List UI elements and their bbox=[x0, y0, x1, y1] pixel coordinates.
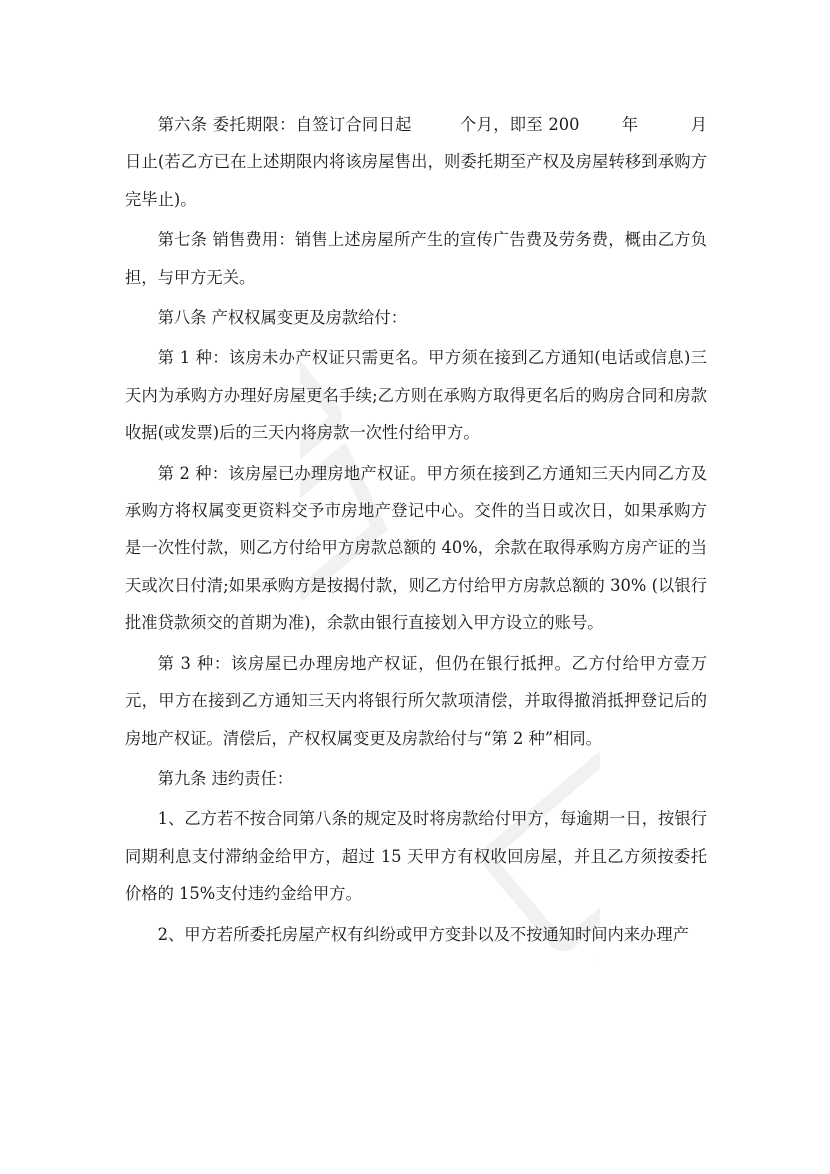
clause-9-item-2: 2、甲方若所委托房屋产权有纠纷或甲方变卦以及不按通知时间内来办理产 bbox=[157, 924, 689, 944]
clause-8-option-1: 第 1 种：该房未办产权证只需更名。甲方须在接到乙方通知(电话或信息)三天内为承购方办理好房屋更名手续;乙方则在承购方取得更名后的购房合同和房款收据(或发票)后的三天内将房款一次性付给甲方。 bbox=[125, 348, 707, 443]
clause-9-heading: 第九条 违约责任： bbox=[157, 768, 294, 788]
clause-6-paragraph bbox=[125, 106, 707, 218]
clause-6-text-2: 个月，即至 200 bbox=[459, 115, 580, 134]
document-page bbox=[125, 106, 707, 956]
clause-6-text-5: 日止(若乙方已在上述期限内将该房屋售出，则委托期至产权及房屋转移到承购方完毕止)。 bbox=[125, 152, 707, 209]
clause-8-option-2: 第 2 种：该房屋已办理房地产权证。甲方须在接到乙方通知三天内同乙方及承购方将权属变更资料交予市房地产登记中心。交件的当日或次日，如果承购方是一次性付款，则乙方付给甲方房款总额的 40%，余款在取得承购方房产证的当天或次日付清;如果承购方是按揭付款，则乙方付给甲方房款总额的 30% (以银行批准贷款须交的首期为准)，余款由银行直接划入甲方设立的账号。 bbox=[125, 463, 707, 633]
clause-6-text-1: 第六条 委托期限：自签订合同日起 bbox=[157, 115, 412, 134]
clause-6-text-4: 月 bbox=[690, 115, 707, 134]
clause-8-option-3: 第 3 种：该房屋已办理房地产权证，但仍在银行抵押。乙方付给甲方壹万元，甲方在接到乙方通知三天内将银行所欠款项清偿，并取得撤消抵押登记后的房地产权证。清偿后，产权权属变更及房款给付与“第 2 种”相同。 bbox=[125, 653, 707, 748]
clause-7-paragraph: 第七条 销售费用：销售上述房屋所产生的宣传广告费及劳务费，概由乙方负担，与甲方无关。 bbox=[125, 230, 707, 287]
clause-9-item-1: 1、乙方若不按合同第八条的规定及时将房款给付甲方，每逾期一日，按银行同期利息支付滞纳金给甲方，超过 15 天甲方有权收回房屋，并且乙方须按委托价格的 15%支付违约金给甲方。 bbox=[125, 809, 707, 904]
clause-8-heading: 第八条 产权权属变更及房款给付： bbox=[157, 308, 407, 328]
clause-6-text-3: 年 bbox=[621, 115, 639, 134]
